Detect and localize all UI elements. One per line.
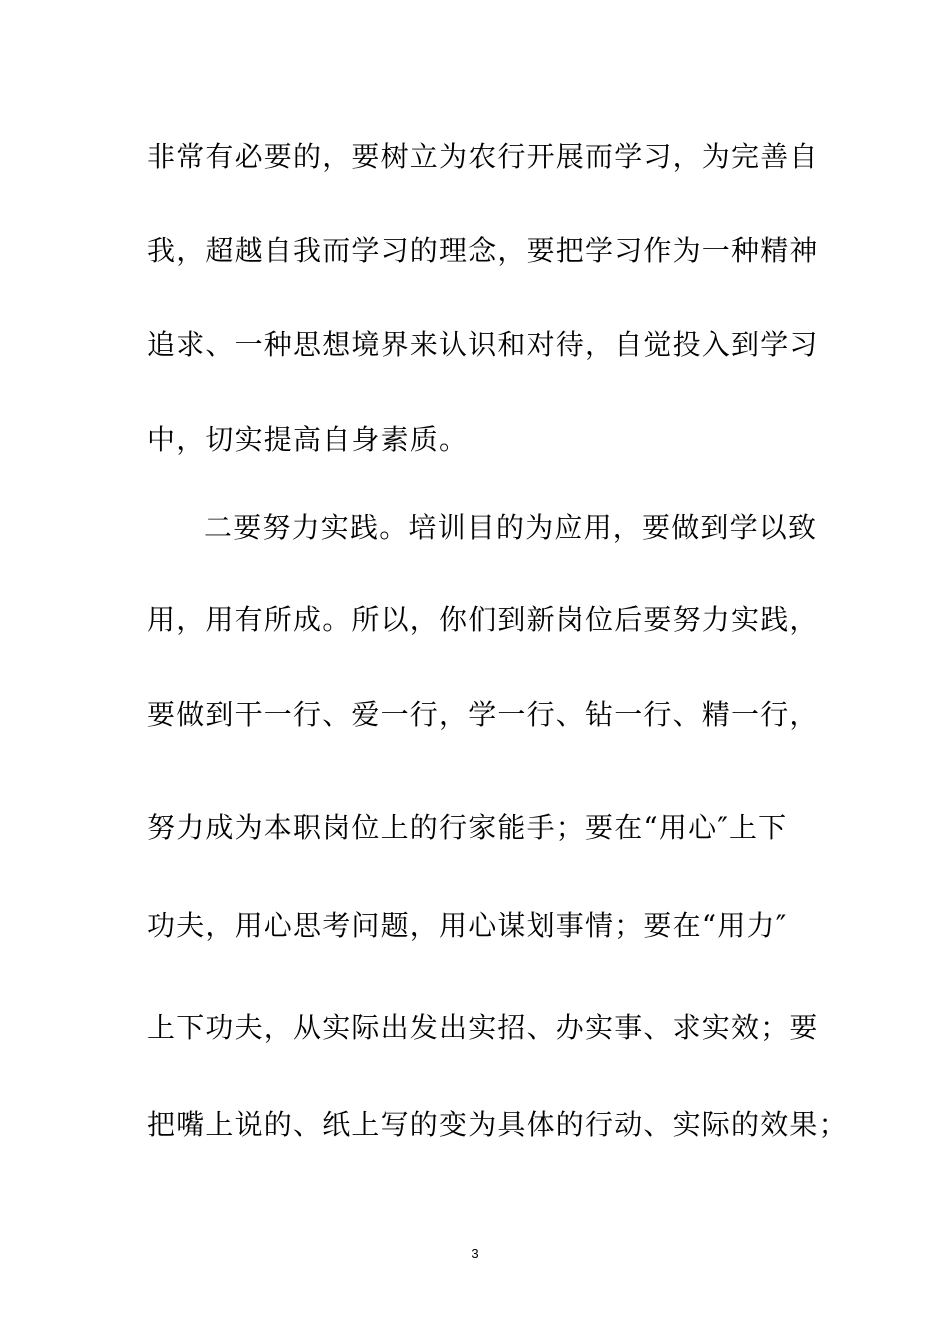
text-line-8: 努力成为本职岗位上的行家能手；要在“用心″上下 bbox=[147, 811, 788, 844]
text-line-1: 非常有必要的，要树立为农行开展而学习，为完善自 bbox=[147, 140, 819, 173]
text-line-5: 二要努力实践。培训目的为应用，要做到学以致 bbox=[204, 511, 818, 544]
text-line-2: 我，超越自我而学习的理念，要把学习作为一种精神 bbox=[147, 234, 819, 267]
text-line-4: 中，切实提高自身素质。 bbox=[147, 423, 469, 456]
text-line-3: 追求、一种思想境界来认识和对待，自觉投入到学习 bbox=[147, 328, 819, 361]
text-line-7: 要做到干一行、爱一行，学一行、钻一行、精一行， bbox=[147, 698, 819, 731]
text-line-10: 上下功夫，从实际出发出实招、办实事、求实效；要 bbox=[147, 1011, 819, 1044]
page-number: 3 bbox=[471, 1246, 479, 1261]
text-line-9: 功夫，用心思考问题，用心谋划事情；要在“用力″ bbox=[147, 909, 788, 942]
text-line-6: 用，用有所成。所以，你们到新岗位后要努力实践， bbox=[147, 603, 819, 636]
text-line-11: 把嘴上说的、纸上写的变为具体的行动、实际的效果； bbox=[147, 1108, 848, 1141]
